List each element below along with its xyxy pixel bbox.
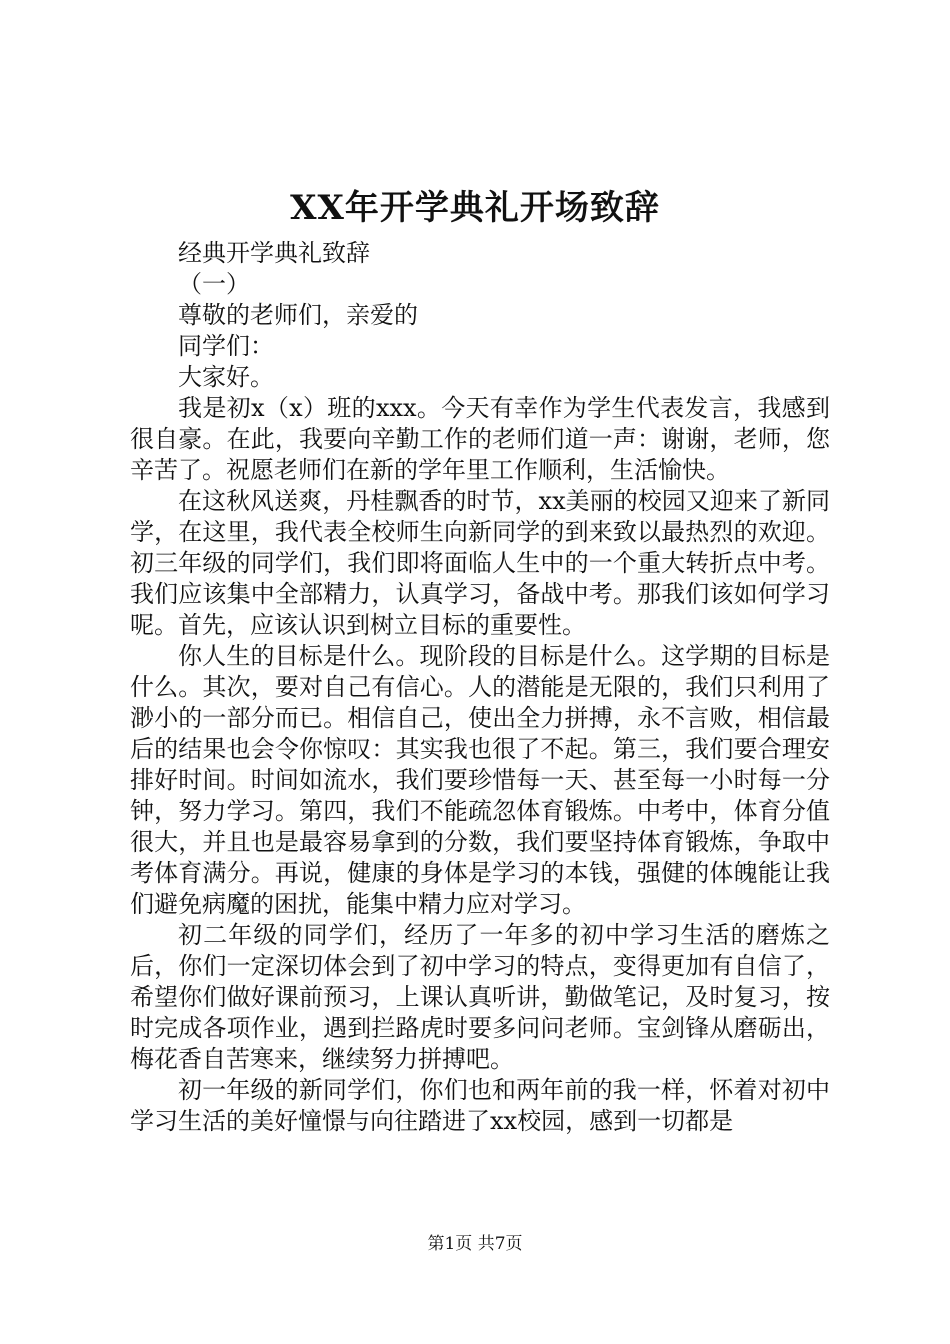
greeting: 大家好。 xyxy=(178,363,274,391)
salutation-line-2: 同学们： xyxy=(178,332,274,360)
paragraph: 初二年级的同学们，经历了一年多的初中学习生活的磨炼之后，你们一定深切体会到了初中学习的特点，变得更加有自信了，希望你们做好课前预习，上课认真听讲，勤做笔记，及时复习，按时完成各项作业，遇到拦路虎时要多问问老师。宝剑锋从磨砺出，梅花香自苦寒来，继续努力拼搏吧。 xyxy=(130,921,830,1073)
paragraph: 初一年级的新同学们，你们也和两年前的我一样，怀着对初中学习生活的美好憧憬与向往踏进了xx校园，感到一切都是 xyxy=(130,1076,830,1135)
subtitle: 经典开学典礼致辞 xyxy=(178,239,370,267)
paragraph: 你人生的目标是什么。现阶段的目标是什么。这学期的目标是什么。其次，要对自己有信心。人的潜能是无限的，我们只利用了渺小的一部分而已。相信自己，使出全力拼搏，永不言败，相信最后的结果也会令你惊叹：其实我也很了不起。第三，我们要合理安排好时间。时间如流水，我们要珍惜每一天、甚至每一小时每一分钟，努力学习。第四，我们不能疏忽体育锻炼。中考中，体育分值很大，并且也是最容易拿到的分数，我们要坚持体育锻炼，争取中考体育满分。再说，健康的身体是学习的本钱，强健的体魄能让我们避免病魔的困扰，能集中精力应对学习。 xyxy=(130,642,830,918)
paragraph: 我是初x（x）班的xxx。今天有幸作为学生代表发言，我感到很自豪。在此，我要向辛勤工作的老师们道一声：谢谢，老师，您辛苦了。祝愿老师们在新的学年里工作顺利，生活愉快。 xyxy=(130,394,830,484)
page-footer: 第1页 共7页 xyxy=(427,1234,523,1254)
salutation-line-1: 尊敬的老师们，亲爱的 xyxy=(178,301,418,329)
paragraph: 在这秋风送爽，丹桂飘香的时节，xx美丽的校园又迎来了新同学，在这里，我代表全校师生向新同学的到来致以最热烈的欢迎。初三年级的同学们，我们即将面临人生中的一个重大转折点中考。我们应该集中全部精力，认真学习，备战中考。那我们该如何学习呢。首先，应该认识到树立目标的重要性。 xyxy=(130,487,830,639)
document-body xyxy=(130,238,830,1137)
section-number: （一） xyxy=(178,270,250,298)
document-title: XX年开学典礼开场致辞 xyxy=(290,188,660,228)
